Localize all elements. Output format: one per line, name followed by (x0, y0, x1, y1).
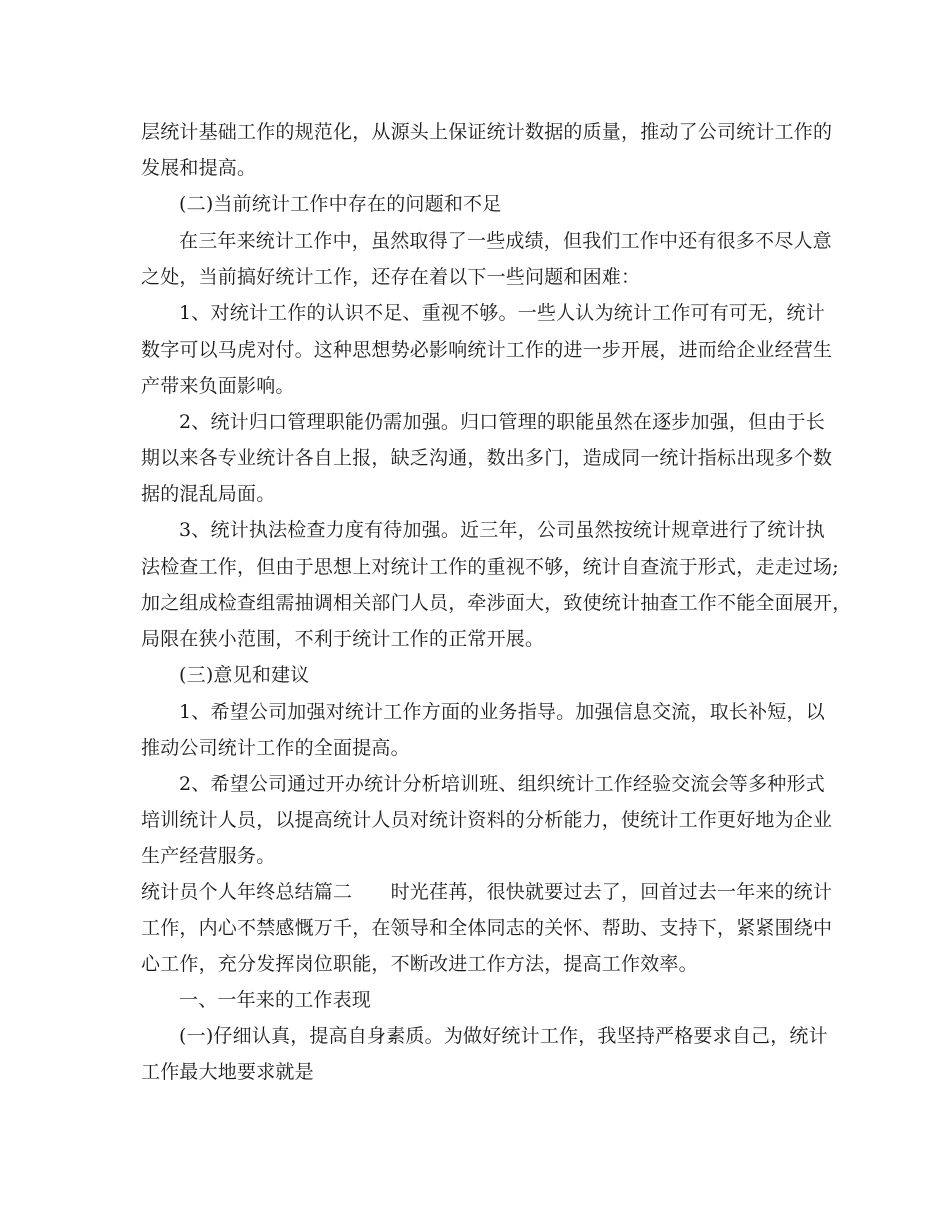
paragraph-line: 2、希望公司通过开办统计分析培训班、组织统计工作经验交流会等多种形式 (179, 773, 825, 795)
paragraph-line: 培训统计人员，以提高统计人员对统计资料的分析能力，使统计工作更好地为企业 (141, 809, 833, 831)
paragraph-line: 之处，当前搞好统计工作，还存在着以下一些问题和困难： (141, 266, 641, 288)
paragraph-line: 据的混乱局面。 (141, 483, 276, 505)
paragraph-line: 层统计基础工作的规范化，从源头上保证统计数据的质量，推动了公司统计工作的 (141, 121, 833, 143)
paragraph-line: 统计员个人年终总结篇二 时光荏苒，很快就要过去了，回首过去一年来的统计 (141, 881, 833, 903)
paragraph-line: 工作，内心不禁感慨万千，在领导和全体同志的关怀、帮助、支持下，紧紧围绕中 (141, 917, 833, 939)
section-heading: (三)意见和建议 (179, 664, 310, 686)
paragraph-line: 发展和提高。 (141, 157, 257, 179)
paragraph-line: 工作最大地要求就是 (141, 1061, 314, 1083)
paragraph-line: (一)仔细认真，提高自身素质。为做好统计工作，我坚持严格要求自己，统计 (179, 1025, 828, 1047)
paragraph-line: 期以来各专业统计各自上报，缺乏沟通，数出多门，造成同一统计指标出现多个数 (141, 447, 833, 469)
paragraph-line: 局限在狭小范围，不利于统计工作的正常开展。 (141, 628, 545, 650)
section-heading: (二)当前统计工作中存在的问题和不足 (179, 193, 502, 215)
paragraph-line: 产带来负面影响。 (141, 375, 295, 397)
paragraph-line: 推动公司统计工作的全面提高。 (141, 737, 410, 759)
paragraph-line: 加之组成检查组需抽调相关部门人员，牵涉面大，致使统计抽查工作不能全面展开， (141, 592, 852, 614)
paragraph-line: 2、统计归口管理职能仍需加强。归口管理的职能虽然在逐步加强，但由于长 (179, 411, 825, 433)
paragraph-line: 数字可以马虎对付。这种思想势必影响统计工作的进一步开展，进而给企业经营生 (141, 339, 833, 361)
paragraph-line: 1、希望公司加强对统计工作方面的业务指导。加强信息交流，取长补短，以 (179, 701, 825, 723)
paragraph-line: 心工作，充分发挥岗位职能，不断改进工作方法，提高工作效率。 (141, 953, 698, 975)
paragraph-line: 3、统计执法检查力度有待加强。近三年，公司虽然按统计规章进行了统计执 (179, 519, 825, 541)
paragraph-line: 生产经营服务。 (141, 845, 276, 867)
paragraph-line: 1、对统计工作的认识不足、重视不够。一些人认为统计工作可有可无，统计 (179, 302, 825, 324)
paragraph-line: 在三年来统计工作中，虽然取得了一些成绩，但我们工作中还有很多不尽人意 (179, 230, 832, 252)
paragraph-line: 法检查工作，但由于思想上对统计工作的重视不够，统计自查流于形式，走走过场; (141, 556, 839, 578)
section-heading: 一、一年来的工作表现 (179, 989, 372, 1011)
